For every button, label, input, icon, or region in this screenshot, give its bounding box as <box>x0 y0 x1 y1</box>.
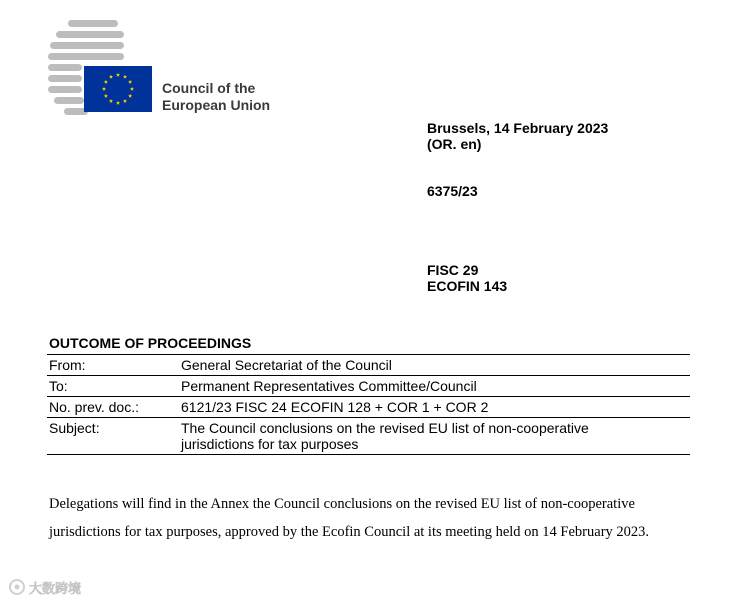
proceedings-heading: OUTCOME OF PROCEEDINGS <box>49 335 252 351</box>
date-line: Brussels, 14 February 2023 <box>427 120 609 136</box>
row-label: Subject: <box>47 418 179 455</box>
row-label: No. prev. doc.: <box>47 397 179 418</box>
table-row <box>47 355 690 376</box>
date-block <box>427 120 608 152</box>
language-line: (OR. en) <box>427 136 482 152</box>
watermark <box>7 576 107 598</box>
organisation-name-line-2: European Union <box>162 97 271 113</box>
watermark-icon <box>7 577 27 597</box>
row-value: 6121/23 FISC 24 ECOFIN 128 + COR 1 + COR 2 <box>179 397 690 418</box>
watermark-text: 大数跨境 <box>29 581 82 596</box>
row-value: The Council conclusions on the revised EU list of non-cooperative jurisdictions for tax purposes <box>179 418 690 455</box>
organisation-name-line-1: Council of the <box>162 80 256 96</box>
row-value: Permanent Representatives Committee/Council <box>179 376 690 397</box>
proceedings-table <box>47 354 690 455</box>
row-value: General Secretariat of the Council <box>179 355 690 376</box>
row-label: To: <box>47 376 179 397</box>
document-number: 6375/23 <box>427 183 478 199</box>
subject-code: ECOFIN 143 <box>427 278 508 294</box>
table-row <box>47 376 690 397</box>
organisation-name <box>162 80 270 114</box>
table-row <box>47 397 690 418</box>
subject-codes <box>427 262 507 294</box>
row-label: From: <box>47 355 179 376</box>
body-paragraph: Delegations will find in the Annex the Council conclusions on the revised EU list of non-cooperative jurisdictions for tax purposes, approved by the Ecofin Council at its meeting held on 14 February 2023. <box>49 496 650 540</box>
subject-code: FISC 29 <box>427 262 479 278</box>
council-logo <box>48 20 298 120</box>
table-row <box>47 418 690 455</box>
